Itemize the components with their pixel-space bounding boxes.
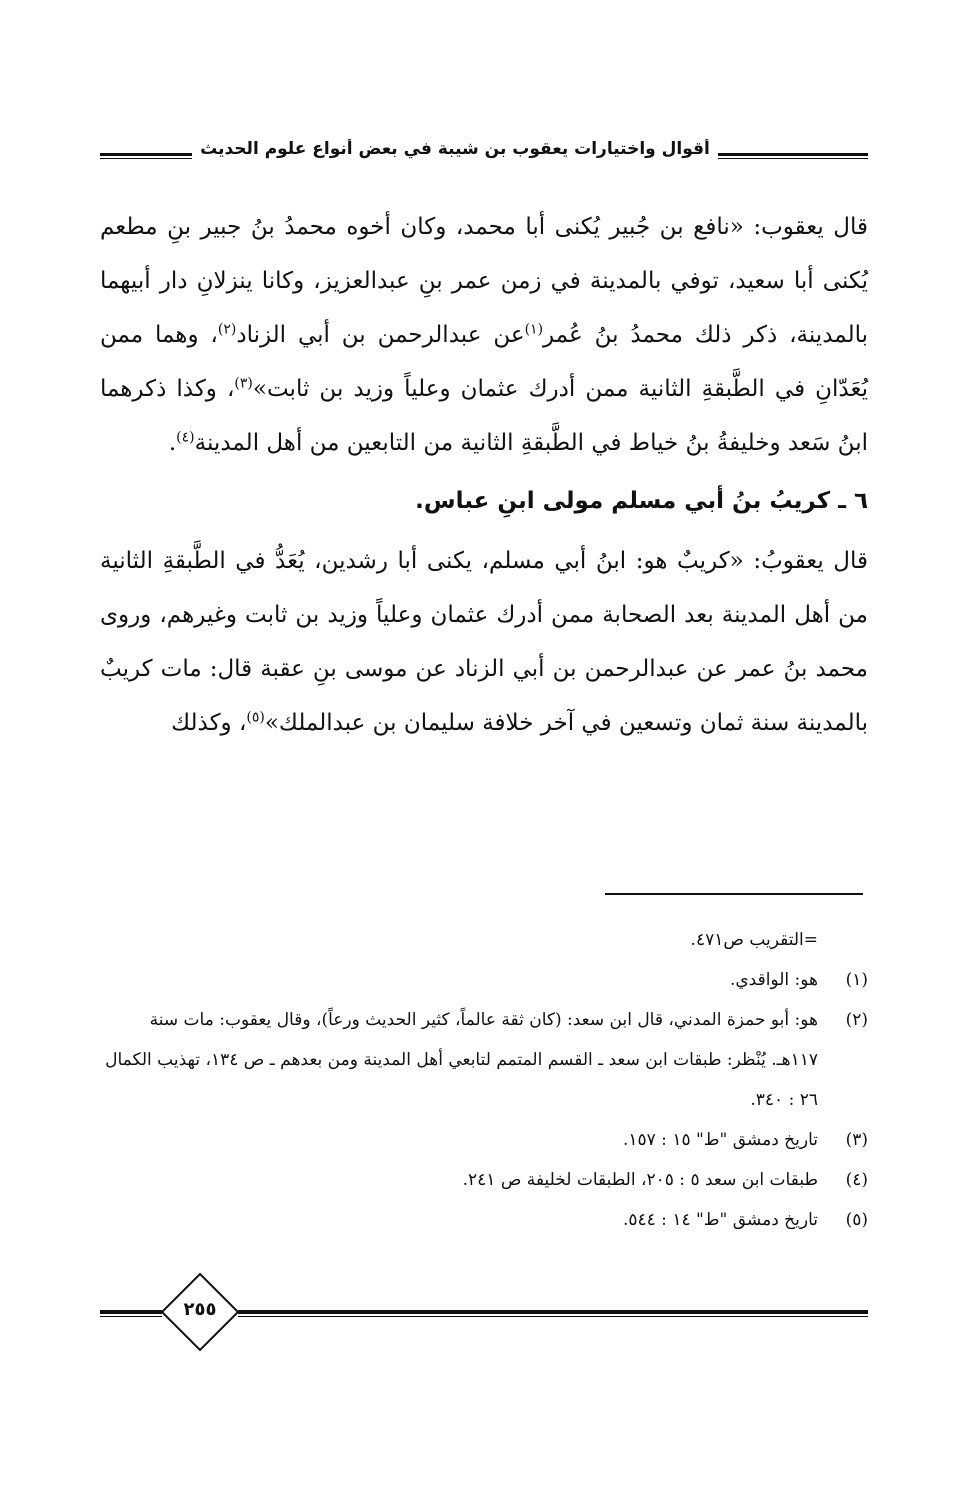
footnote-item (100, 1000, 868, 1120)
header-rule-left (100, 153, 192, 159)
footer-rule-right (238, 1310, 868, 1317)
footnote-ref-5: (٥) (246, 709, 265, 726)
footnote-ref-3: (٣) (234, 375, 253, 392)
footnote-item (100, 960, 868, 1000)
footnote-number: (١) (845, 970, 868, 990)
footnote-text: هو: الواقدي. (729, 970, 818, 990)
paragraph-2-part-b: ، وكذلك (171, 710, 247, 736)
footnote-number: (٣) (845, 1130, 868, 1150)
paragraph-2-part-a: قال يعقوبُ: «كريبٌ هو: ابنُ أبي مسلم، يكنى أبا رشدين، يُعَدُّ في الطَّبقةِ الثانية من أهل المدينة بعد الصحابة ممن أدرك عثمان وعلياً وزيد بن ثابت وغيرهم، وروى محمد بنُ عمر عن عبدالرحمن بن أبي الزناد عن موسى بنِ عقبة قال: مات كريبٌ بالمدينة سنة ثمان وتسعين في آخر خلافة سليمان بن عبدالملك» (100, 548, 868, 736)
paragraph-1-part-a: قال يعقوب: «نافع بن جُبير يُكنى أبا محمد، وكان أخوه محمدُ بنُ جبير بنِ مطعم يُكنى أبا سعيد، توفي بالمدينة في زمن عمر بنِ عبدالعزيز، وكانا ينزلانِ دار أبيهما بالمدينة، ذكر ذلك محمدُ بنُ عُمر (100, 214, 868, 348)
paragraph-1-part-b: عن عبدالرحمن بن أبي الزناد (236, 322, 525, 348)
section-heading: ٦ ـ كريبُ بنُ أبي مسلم مولى ابنِ عباس. (415, 488, 868, 514)
paragraph-1-part-c: ، وهما ممن يُعَدّانِ في الطَّبقةِ الثانية ممن أدرك عثمان وعلياً وزيد بن ثابت» (100, 322, 868, 402)
footnote-number: (٢) (845, 1010, 868, 1030)
paragraph-1-part-d: ، وكذا ذكرهما ابنُ سَعد وخليفةُ بنُ خياط في الطَّبقةِ الثانية من التابعين من أهل المدينة (100, 376, 868, 456)
footer-rule-left (100, 1310, 162, 1317)
header-rule-right (718, 153, 868, 159)
footnote-text: تاريخ دمشق "ط" ١٥ : ١٥٧. (622, 1130, 818, 1150)
footnote-text: طبقات ابن سعد ٥ : ٢٠٥، الطبقات لخليفة ص ٢٤١. (462, 1170, 818, 1190)
footnotes (100, 920, 868, 1240)
running-header (100, 137, 868, 173)
paragraph-1-part-e: . (168, 430, 177, 456)
page-number: ٢٥٥ (183, 1299, 217, 1320)
footnote-ref-4: (٤) (176, 429, 195, 446)
footnote-item (100, 1200, 868, 1240)
footnote-item (100, 1120, 868, 1160)
paragraph-1 (100, 200, 868, 470)
footnote-ref-1: (١) (524, 321, 544, 338)
page-footer (100, 1272, 868, 1352)
paragraph-2 (100, 534, 868, 750)
main-text (100, 200, 868, 750)
footnote-text: تاريخ دمشق "ط" ١٤ : ٥٤٤. (622, 1210, 818, 1230)
footnote-continuation: =التقريب ص٤٧١. (690, 930, 818, 950)
footnote-ref-2: (٢) (217, 321, 237, 338)
footnote-number: (٥) (845, 1210, 868, 1230)
footnote-text: هو: أبو حمزة المدني، قال ابن سعد: (كان ثقة عالماً، كثير الحديث ورعاً)، وقال يعقوب: مات سنة ١١٧هـ. يُنْظر: طبقات ابن سعد ـ القسم المتمم لتابعي أهل المدينة ومن بعدهم ـ ص ١٣٤، تهذيب الكمال ٢٦ : ٣٤٠. (105, 1010, 818, 1110)
footnote-item (100, 1160, 868, 1200)
footnote-separator (605, 893, 863, 895)
footnote-number: (٤) (845, 1170, 868, 1190)
header-title: أقوال واختيارات يعقوب بن شيبة في بعض أنواع علوم الحديث (200, 139, 710, 159)
